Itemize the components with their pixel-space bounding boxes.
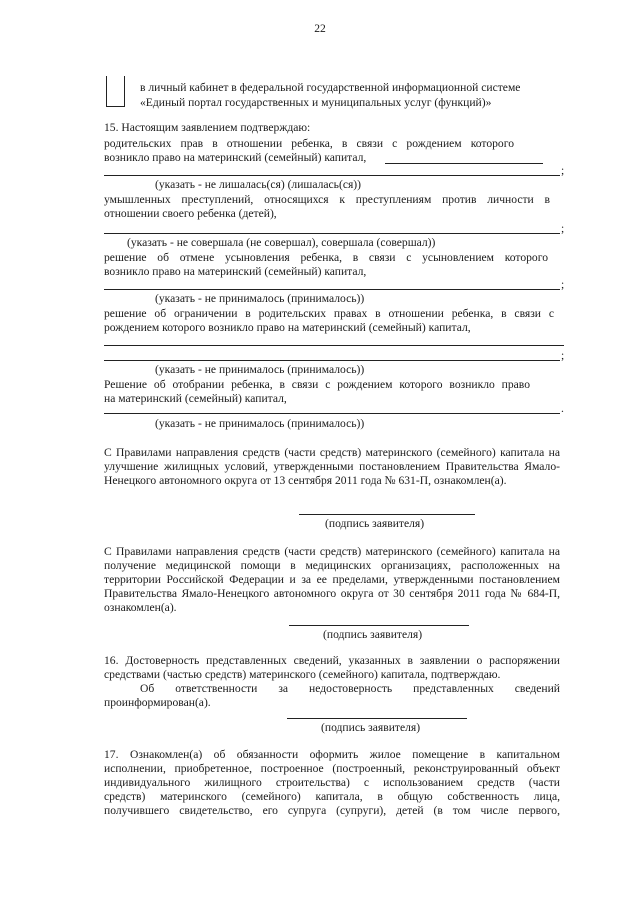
s17-line1: 17. Ознакомлен(а) об обязанности оформить жилое помещение в капитальном xyxy=(104,748,560,761)
s15-p2-answer-line[interactable] xyxy=(104,233,560,234)
rules2-line5: ознакомлен(а). xyxy=(104,601,177,614)
s15-hint-1: (указать - не лишалась(ся) (лишалась(ся)) xyxy=(155,178,362,191)
s15-p2-line2: отношении своего ребенка (детей), xyxy=(104,207,277,220)
s16-signature-line[interactable] xyxy=(287,718,467,719)
s15-p3-line1: решение об отмене усыновления ребенка, в связи с усыновлением которого xyxy=(104,251,548,264)
s15-p4-answer-line-2[interactable] xyxy=(104,360,560,361)
page-number: 22 xyxy=(314,22,326,35)
s15-hint-2: (указать - не совершала (не совершал), совершала (совершал)) xyxy=(127,236,436,249)
s17-line3: индивидуального жилищного строительства) с использованием средств (части xyxy=(104,776,560,789)
s15-semicolon-2: ; xyxy=(561,222,565,235)
s17-line2: исполнении, приобретенное, построенное (построенный, реконструированный объект xyxy=(104,762,560,775)
rules1-line2: улучшение жилищных условий, утвержденными постановлением Правительства Ямало- xyxy=(104,460,560,473)
rules1-line3: Ненецкого автономного округа от 13 сентября 2011 года № 631-П, ознакомлен(а). xyxy=(104,474,507,487)
s15-p4-line1: решение об ограничении в родительских правах в отношении ребенка, в связи с xyxy=(104,307,554,320)
s17-line5: получившего свидетельство, его супруга (супруги), детей (в том числе первого, xyxy=(104,804,560,817)
checkbox-personal-cabinet[interactable] xyxy=(106,76,125,107)
checkbox-label-line2: «Единый портал государственных и муниципальных услуг (функций)» xyxy=(140,96,492,109)
s16-line1: 16. Достоверность представленных сведений, указанных в заявлении о распоряжении xyxy=(104,654,560,667)
s15-p4-answer-line-1[interactable] xyxy=(104,345,564,346)
s15-p1-answer-line[interactable] xyxy=(104,175,560,176)
s15-semicolon-4: ; xyxy=(561,349,565,362)
s15-p3-line2: возникло право на материнский (семейный) капитал, xyxy=(104,265,367,278)
rules2-line2: получение медицинской помощи в медицинских организациях, расположенных на xyxy=(104,559,560,572)
s15-hint-4: (указать - не принималось (принималось)) xyxy=(155,363,365,376)
s15-p2-line1: умышленных преступлений, относящихся к преступлениям против личности в xyxy=(104,193,550,206)
s15-hint-3: (указать - не принималось (принималось)) xyxy=(155,292,365,305)
s15-p5-line1: Решение об отобрании ребенка, в связи с рождением которого возникло право xyxy=(104,378,530,391)
rules1-line1: С Правилами направления средств (части средств) материнского (семейного) капитала на xyxy=(104,446,560,459)
s15-p3-answer-line[interactable] xyxy=(104,289,560,290)
rules2-line4: Правительства Ямало-Ненецкого автономного округа от 30 сентября 2011 года № 684-П, xyxy=(104,587,560,600)
rules2-signature-caption: (подпись заявителя) xyxy=(323,628,423,641)
rules2-line3: территории Российской Федерации и за ее пределами, утвержденными постановлением xyxy=(104,573,560,586)
s15-p1-fill-line[interactable] xyxy=(385,163,543,164)
s15-semicolon-1: ; xyxy=(561,164,565,177)
rules1-signature-line[interactable] xyxy=(299,514,475,515)
rules2-line1: С Правилами направления средств (части средств) материнского (семейного) капитала на xyxy=(104,545,560,558)
s15-p5-answer-line[interactable] xyxy=(104,413,560,414)
s15-p4-line2: рождением которого возникло право на материнский (семейный) капитал, xyxy=(104,321,471,334)
s15-semicolon-3: ; xyxy=(561,278,565,291)
rules2-signature-line[interactable] xyxy=(289,625,469,626)
s15-p1-line1: родительских прав в отношении ребенка, в связи с рождением которого xyxy=(104,137,514,150)
s16-line2: средствами (частью средств) материнского (семейного) капитала, подтверждаю. xyxy=(104,668,501,681)
checkbox-label-line1: в личный кабинет в федеральной государственной информационной системе xyxy=(140,81,521,94)
s16-line3: Об ответственности за недостоверность представленных сведений xyxy=(140,682,560,695)
s17-line4: средств) материнского (семейного) капитала, в общую собственность лица, xyxy=(104,790,560,803)
s15-period: . xyxy=(561,402,564,415)
s15-p5-line2: на материнский (семейный) капитал, xyxy=(104,392,287,405)
s16-signature-caption: (подпись заявителя) xyxy=(321,721,421,734)
section-15-heading: 15. Настоящим заявлением подтверждаю: xyxy=(104,121,311,134)
s16-line4: проинформирован(а). xyxy=(104,696,211,709)
s15-hint-5: (указать - не принималось (принималось)) xyxy=(155,417,365,430)
s15-p1-line2: возникло право на материнский (семейный) капитал, xyxy=(104,151,367,164)
rules1-signature-caption: (подпись заявителя) xyxy=(325,517,425,530)
